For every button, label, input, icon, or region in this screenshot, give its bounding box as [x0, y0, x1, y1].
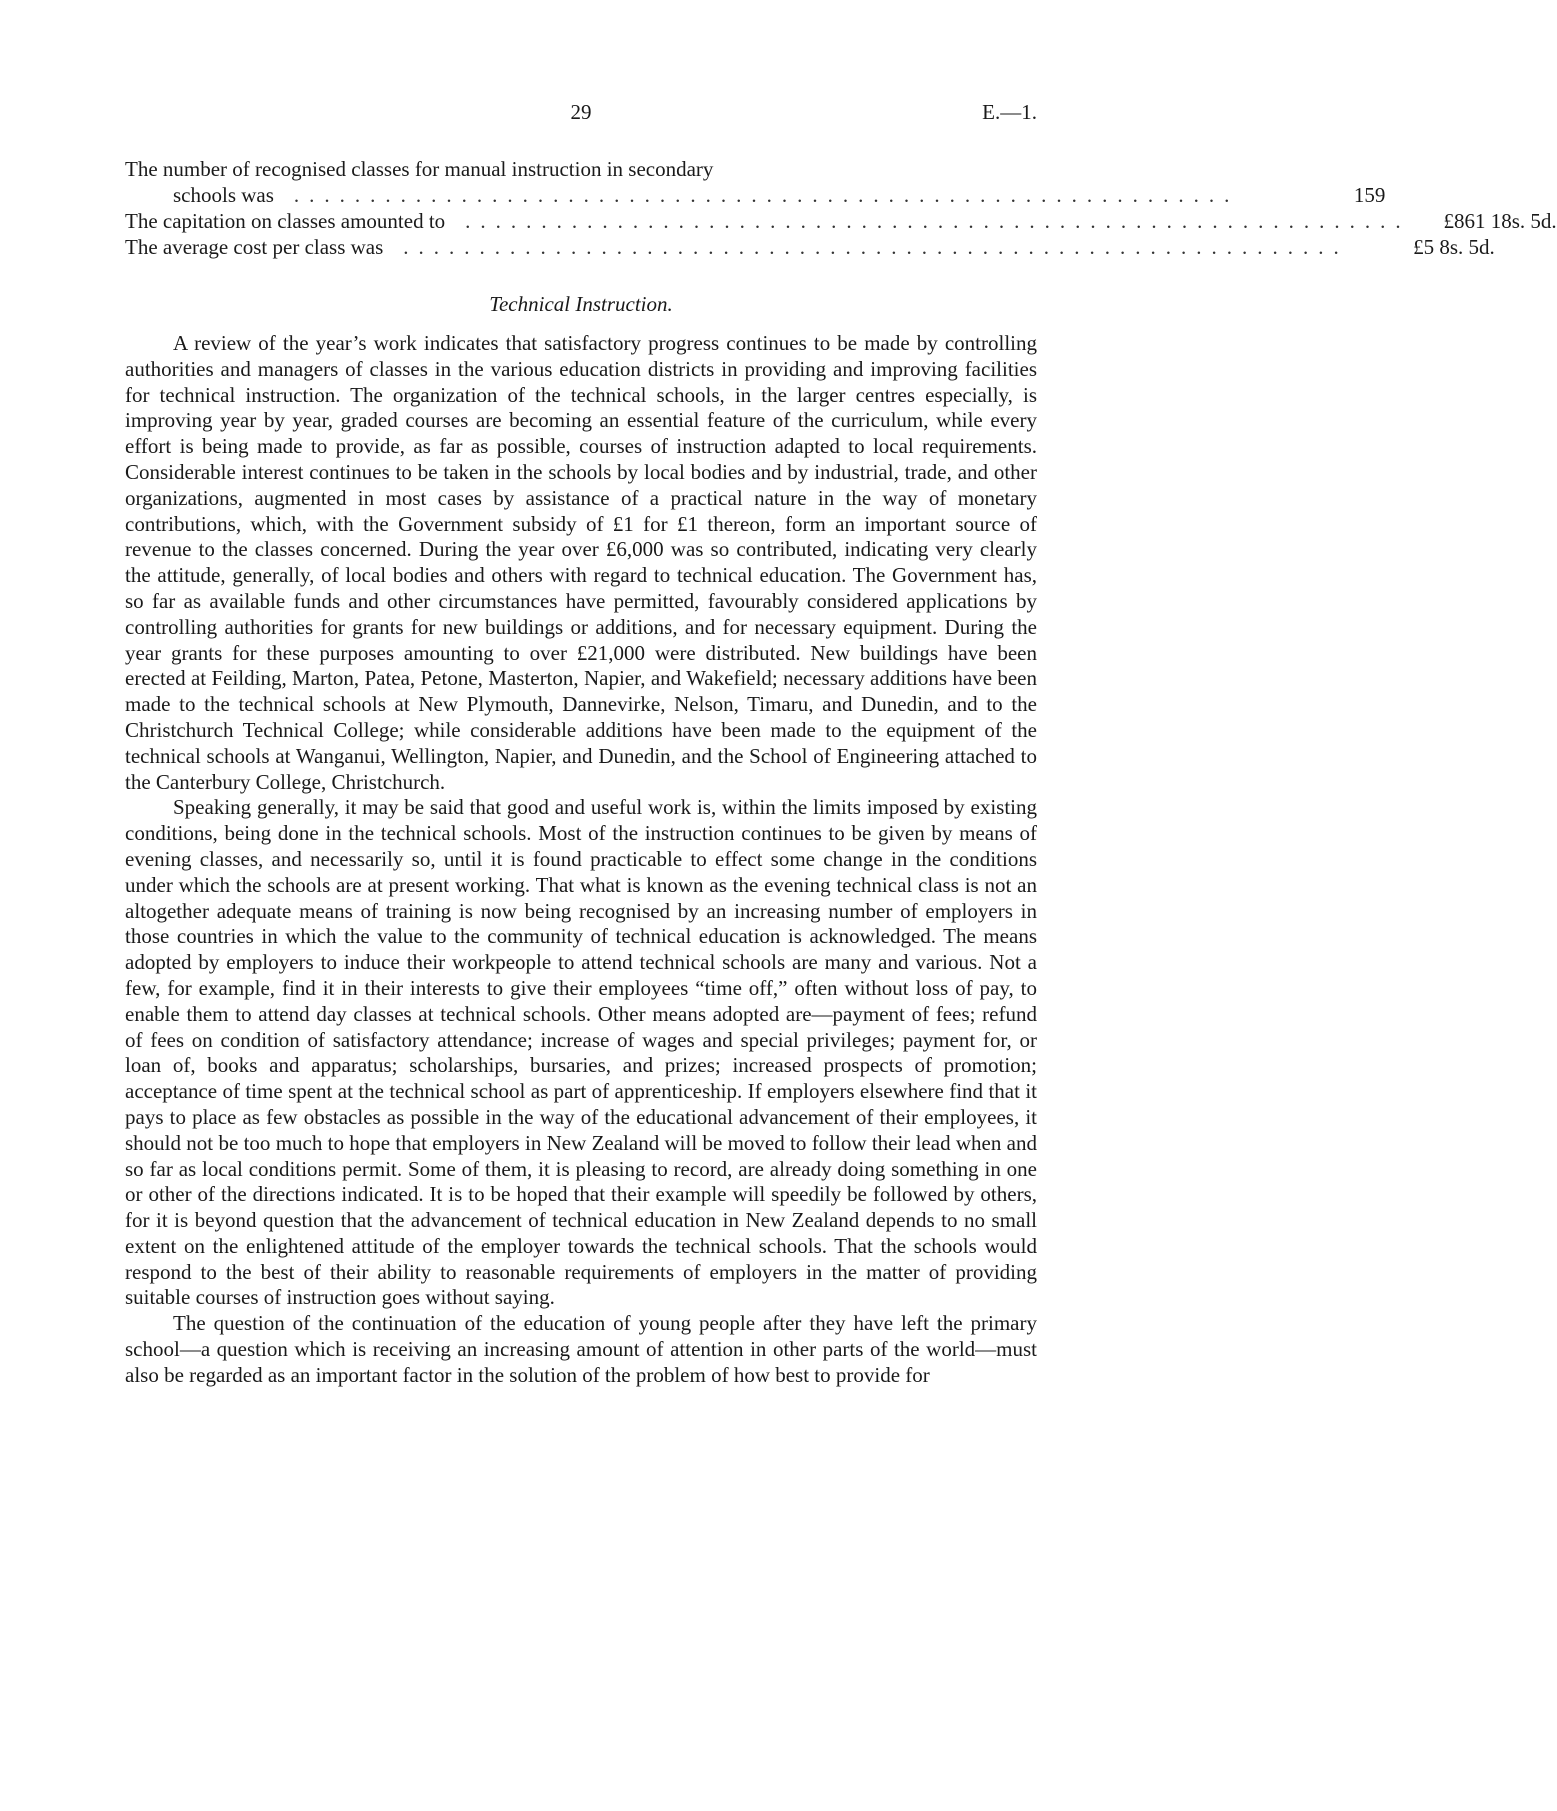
page-reference: E.—1.	[982, 100, 1037, 124]
stat-value: £861 18s. 5d.	[1443, 209, 1557, 233]
dot-leaders: ..............................................................	[465, 209, 1411, 233]
dot-leaders: ..............................................................	[293, 183, 1240, 207]
stat-row-capitation	[125, 208, 1557, 234]
section-title: Technical Instruction.	[489, 292, 673, 316]
stat-row-average-cost	[125, 234, 1495, 260]
stat-label: The average cost per class was	[125, 235, 384, 259]
body-paragraph: The question of the continuation of the education of young people after they have left the primary school—a question which is receiving an increasing amount of attention in other parts of the world—must also be regarded as an important factor in the solution of the problem of how best to provide for	[125, 1311, 1037, 1387]
dot-leaders: ..............................................................	[403, 235, 1349, 259]
body-paragraph: A review of the year’s work indicates that satisfactory progress continues to be made by controlling authorities and managers of classes in the various education districts in providing and improving facilities for technical instruction. The organization of the technical schools, in the larger centres especially, is improving year by year, graded courses are becoming an essential feature of the curriculum, while every effort is being made to provide, as far as possible, courses of instruction adapted to local requirements. Considerable interest continues to be taken in the schools by local bodies and by industrial, trade, and other organizations, augmented in most cases by assistance of a practical nature in the way of monetary contributions, which, with the Government subsidy of £1 for £1 thereon, form an important source of revenue to the classes concerned. During the year over £6,000 was so contributed, indicating very clearly the attitude, generally, of local bodies and others with regard to technical education. The Government has, so far as available funds and other circumstances have permitted, favourably considered applications by controlling authorities for grants for new buildings or additions, and for necessary equipment. During the year grants for these purposes amounting to over £21,000 were distributed. New buildings have been erected at Feilding, Marton, Patea, Petone, Masterton, Napier, and Wakefield; necessary additions have been made to the technical schools at New Plymouth, Dannevirke, Nelson, Timaru, and Dunedin, and to the Christchurch Technical College; while considerable additions have been made to the equipment of the technical schools at Wanganui, Wellington, Napier, and Dunedin, and the School of Engineering attached to the Canterbury College, Christchurch.	[125, 331, 1037, 794]
stat-label: schools was	[173, 183, 274, 207]
stat-value: £5 8s. 5d.	[1413, 235, 1495, 259]
body-paragraph: Speaking generally, it may be said that good and useful work is, within the limits imposed by existing conditions, being done in the technical schools. Most of the instruction continues to be given by means of evening classes, and necessarily so, until it is found practicable to effect some change in the conditions under which the schools are at present working. That what is known as the evening technical class is not an altogether adequate means of training is now being recognised by an increasing number of employers in those countries in which the value to the community of technical education is acknowledged. The means adopted by employers to induce their workpeople to attend technical schools are many and various. Not a few, for example, find it in their interests to give their employees “time off,” often without loss of pay, to enable them to attend day classes at technical schools. Other means adopted are—payment of fees; refund of fees on condition of satisfactory attendance; increase of wages and special privileges; payment for, or loan of, books and apparatus; scholarships, bursaries, and prizes; increased prospects of promotion; acceptance of time spent at the technical school as part of apprenticeship. If employers elsewhere find that it pays to place as few obstacles as possible in the way of the educational advancement of their employees, it should not be too much to hope that employers in New Zealand will be moved to follow their lead when and so far as local conditions permit. Some of them, it is pleasing to record, are already doing something in one or other of the directions indicated. It is to be hoped that their example will speedily be followed by others, for it is beyond question that the advancement of technical education in New Zealand depends to no small extent on the enlightened attitude of the employer towards the technical schools. That the schools would respond to the best of their ability to reasonable requirements of employers in the matter of providing suitable courses of instruction goes without saying.	[125, 795, 1037, 1310]
page-number: 29	[570, 100, 592, 124]
stat-row-classes-header	[125, 156, 1037, 182]
page-header	[125, 100, 1037, 140]
stat-label: The capitation on classes amounted to	[125, 209, 446, 233]
document-page	[125, 100, 1557, 1389]
stat-value: 159	[1353, 183, 1386, 207]
statistics-list	[125, 156, 1557, 260]
stat-label: The number of recognised classes for manual instruction in secondary	[125, 157, 714, 181]
stat-row-classes	[125, 182, 1386, 208]
